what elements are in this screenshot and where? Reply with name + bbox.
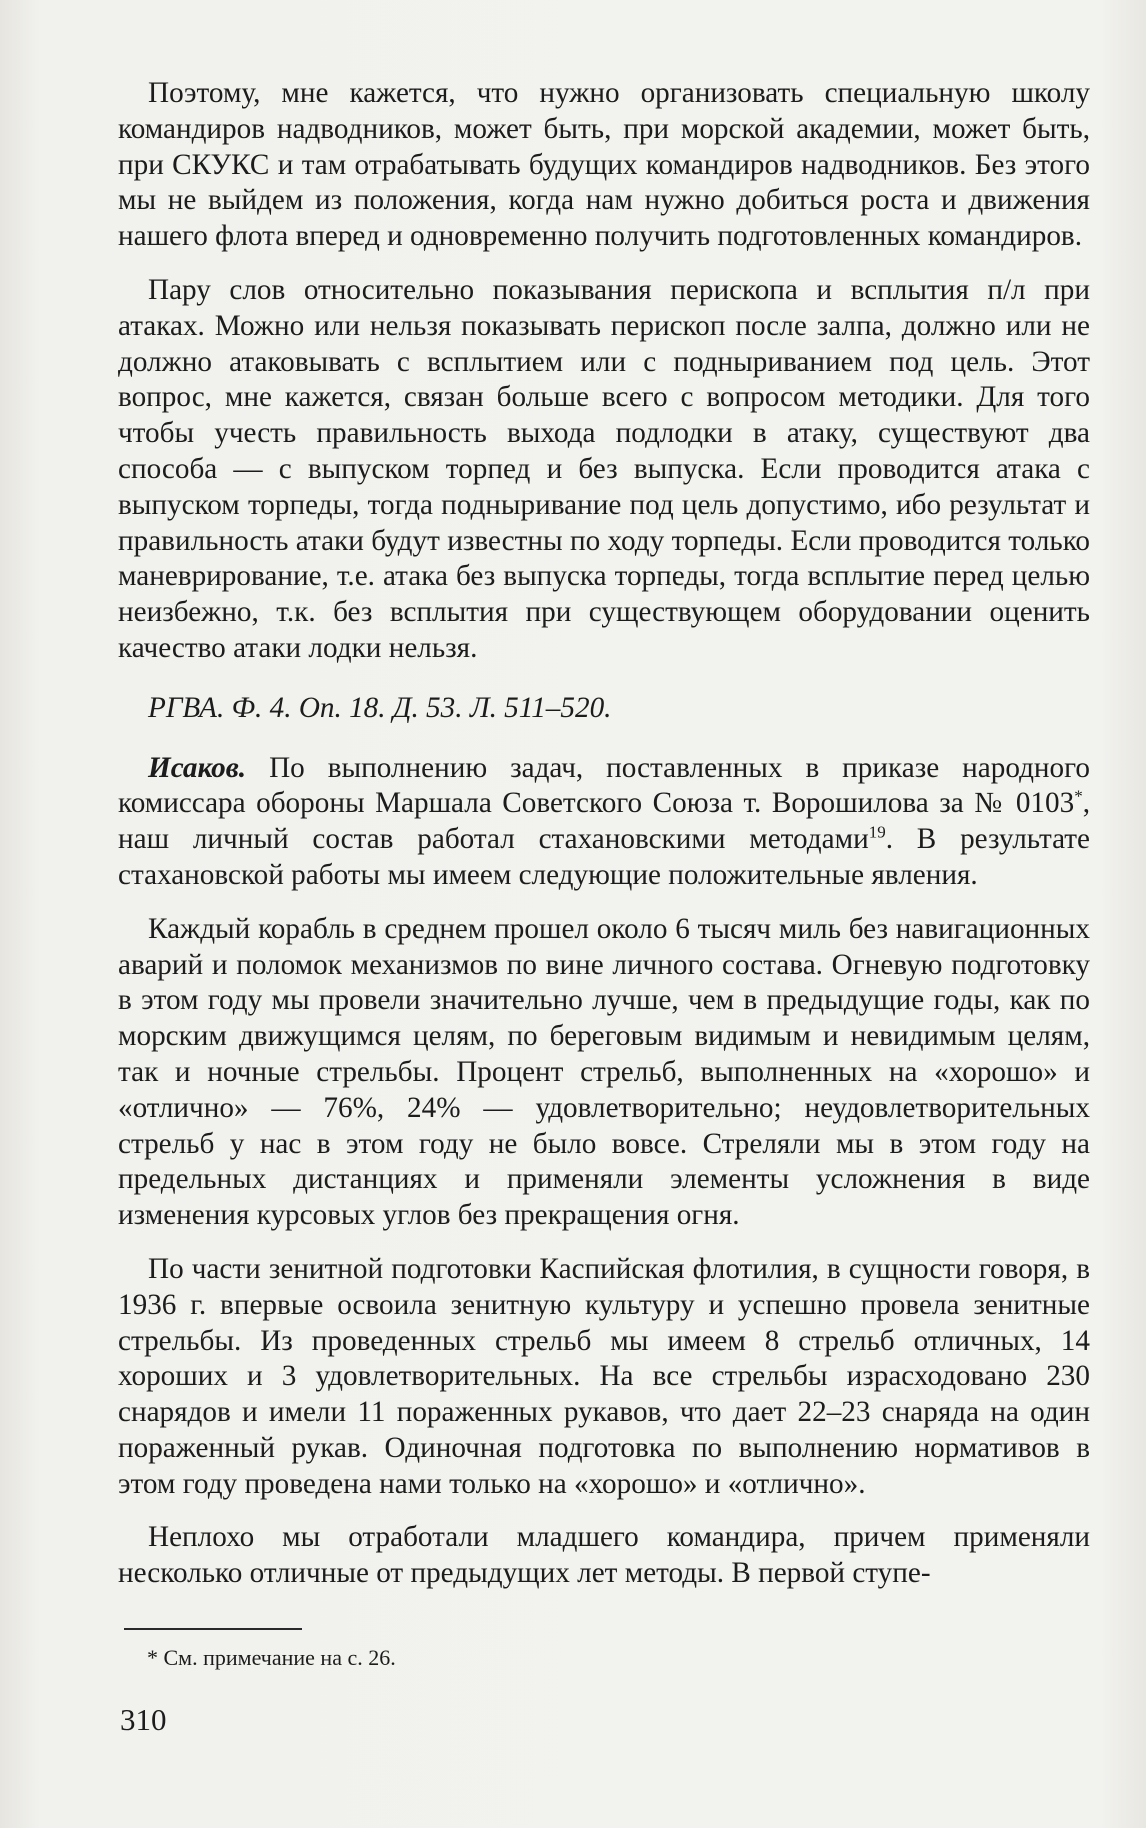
paragraph-1: Поэтому, мне кажется, что нужно организовать специальную школу командиров надводников, может быть, при морской академии, может быть, при СКУКС и там отрабатывать будущих командиров надводников. Без этого мы не выйдем из положения, когда нам нужно добиться роста и движения нашего флота вперед и одновременно получить подготовленных командиров. [118, 77, 1090, 253]
page-number: 310 [120, 1702, 167, 1737]
footnote: * См. примечание на с. 26. [147, 1645, 396, 1670]
archive-source-reference: РГВА. Ф. 4. Оп. 18. Д. 53. Л. 511–520. [148, 691, 612, 724]
paragraph-3 [118, 751, 1090, 894]
footnote-divider [124, 1628, 302, 1630]
paragraph-5: По части зенитной подготовки Каспийская флотилия, в сущности говоря, в 1936 г. впервые освоила зенитную культуру и успешно провела зенитные стрельбы. Из проведенных стрельб мы имеем 8 стрельб отличных, 14 хороших и 3 удовлетворительных. На все стрельбы израсходовано 230 снарядов и имели 11 пораженных рукавов, что дает 22–23 снаряда на один пораженный рукав. Одиночная подготовка по выполнению нормативов в этом году проведена нами только на «хорошо» и «отлично». [118, 1252, 1090, 1500]
paragraph-2: Пару слов относительно показывания перископа и всплытия п/л при атаках. Можно или нельзя показывать перископ после залпа, должно или не должно атаковывать с всплытием или с подныриванием под цель. Этот вопрос, мне кажется, связан больше всего с вопросом методики. Для того чтобы учесть правильность выхода подлодки в атаку, существуют два способа — с выпуском торпед и без выпуска. Если проводится атака с выпуском торпеды, тогда подныривание под цель допустимо, ибо результат и правильность атаки будут известны по ходу торпеды. Если проводится только маневрирование, т.е. атака без выпуска торпеды, тогда всплытие перед целью неизбежно, т.к. без всплытия при существующем оборудовании оценить качество атаки лодки нельзя. [118, 273, 1090, 664]
paragraph-6: Неплохо мы отработали младшего командира, причем применяли несколько отличные от предыдущих лет методы. В первой ступе- [118, 1521, 1090, 1590]
paragraph-3-text-a: По выполнению задач, поставленных в приказе народного комиссара обороны Маршала Советского Союза т. Ворошилова за № 0103 [118, 751, 1090, 820]
paragraph-3-text-b: , наш личный состав работал стахановскими методами [118, 787, 1090, 856]
endnote-reference: 19 [868, 822, 886, 842]
paragraph-4: Каждый корабль в среднем прошел около 6 тысяч миль без навигационных аварий и поломок механизмов по вине личного состава. Огневую подготовку в этом году мы провели значительно лучше, чем в предыдущие годы, как по морским движущимся целям, по береговым видимым и невидимым целям, так и ночные стрельбы. Процент стрельб, выполненных на «хорошо» и «отлично» — 76%, 24% — удовлетворительно; неудовлетворительных стрельб у нас в этом году не было вовсе. Стреляли мы в этом году на предельных дистанциях и применяли элементы усложнения в виде изменения курсовых углов без прекращения огня. [118, 912, 1090, 1232]
paragraph-3-text-c: . В результате стахановской работы мы имеем следующие положительные явления. [118, 823, 1090, 891]
speaker-name: Исаков. [148, 751, 247, 784]
footnote-marker: * [1074, 786, 1083, 806]
body-text [118, 76, 1090, 1592]
